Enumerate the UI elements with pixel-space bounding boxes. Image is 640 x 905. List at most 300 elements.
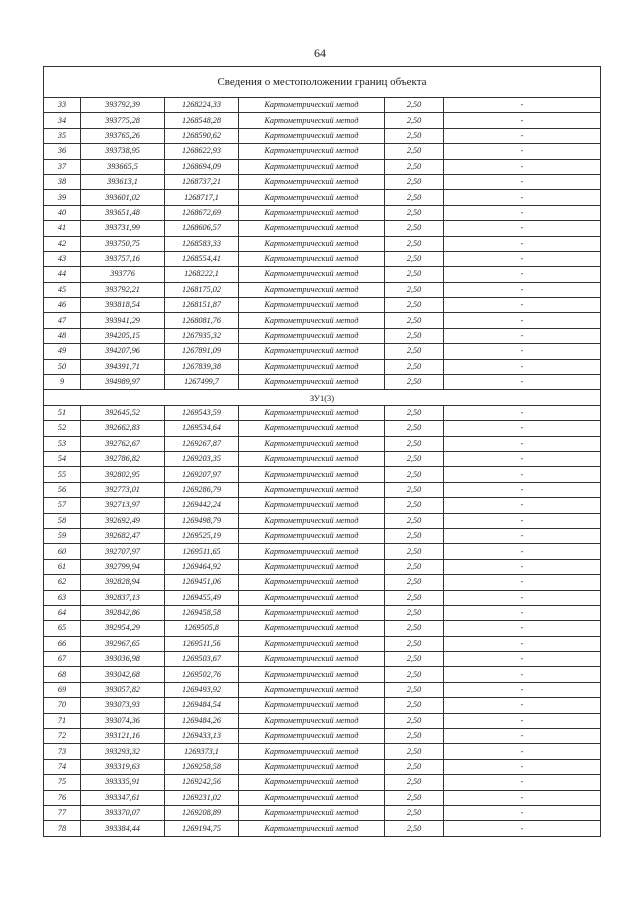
- coord-x-cell: 393792,21: [81, 282, 165, 297]
- point-number-cell: 51: [44, 405, 81, 420]
- table-row: [44, 713, 601, 728]
- coord-x-cell: 393057,82: [81, 682, 165, 697]
- table-row: [44, 282, 601, 297]
- table-row: [44, 313, 601, 328]
- method-cell: Картометрический метод: [239, 375, 385, 390]
- coord-y-cell: 1269242,56: [165, 775, 239, 790]
- point-number-cell: 43: [44, 251, 81, 266]
- coord-x-cell: 393731,99: [81, 221, 165, 236]
- coord-y-cell: 1269373,1: [165, 744, 239, 759]
- coord-y-cell: 1269484,54: [165, 698, 239, 713]
- table-row: [44, 805, 601, 820]
- coord-y-cell: 1268081,76: [165, 313, 239, 328]
- accuracy-cell: 2,50: [385, 729, 444, 744]
- description-cell: -: [444, 498, 601, 513]
- section-label: ЗУ1(3): [44, 390, 601, 405]
- accuracy-cell: 2,50: [385, 590, 444, 605]
- accuracy-cell: 2,50: [385, 759, 444, 774]
- coord-x-cell: 392713,97: [81, 498, 165, 513]
- point-number-cell: 69: [44, 682, 81, 697]
- description-cell: -: [444, 528, 601, 543]
- table-row: [44, 698, 601, 713]
- description-cell: -: [444, 652, 601, 667]
- point-number-cell: 72: [44, 729, 81, 744]
- coord-x-cell: 392707,97: [81, 544, 165, 559]
- description-cell: -: [444, 251, 601, 266]
- description-cell: -: [444, 421, 601, 436]
- description-cell: -: [444, 174, 601, 189]
- coord-y-cell: 1267935,32: [165, 328, 239, 343]
- point-number-cell: 50: [44, 359, 81, 374]
- coord-y-cell: 1269498,79: [165, 513, 239, 528]
- description-cell: -: [444, 98, 601, 113]
- accuracy-cell: 2,50: [385, 328, 444, 343]
- coord-x-cell: 392828,94: [81, 575, 165, 590]
- point-number-cell: 37: [44, 159, 81, 174]
- accuracy-cell: 2,50: [385, 113, 444, 128]
- point-number-cell: 36: [44, 144, 81, 159]
- coord-y-cell: 1269442,24: [165, 498, 239, 513]
- accuracy-cell: 2,50: [385, 559, 444, 574]
- point-number-cell: 68: [44, 667, 81, 682]
- table-row: [44, 544, 601, 559]
- method-cell: Картометрический метод: [239, 559, 385, 574]
- table-row: [44, 575, 601, 590]
- description-cell: -: [444, 713, 601, 728]
- coord-x-cell: 393775,28: [81, 113, 165, 128]
- coord-x-cell: 393665,5: [81, 159, 165, 174]
- description-cell: -: [444, 698, 601, 713]
- method-cell: Картометрический метод: [239, 451, 385, 466]
- coord-y-cell: 1268224,33: [165, 98, 239, 113]
- description-cell: -: [444, 267, 601, 282]
- coord-x-cell: 393738,95: [81, 144, 165, 159]
- table-row: [44, 436, 601, 451]
- coord-y-cell: 1267839,38: [165, 359, 239, 374]
- coord-x-cell: 393765,26: [81, 128, 165, 143]
- coord-y-cell: 1269208,89: [165, 805, 239, 820]
- coord-x-cell: 393941,29: [81, 313, 165, 328]
- coord-y-cell: 1269194,75: [165, 821, 239, 836]
- coord-x-cell: 393073,93: [81, 698, 165, 713]
- point-number-cell: 78: [44, 821, 81, 836]
- description-cell: -: [444, 344, 601, 359]
- accuracy-cell: 2,50: [385, 467, 444, 482]
- point-number-cell: 70: [44, 698, 81, 713]
- method-cell: Картометрический метод: [239, 698, 385, 713]
- point-number-cell: 55: [44, 467, 81, 482]
- table-row: [44, 667, 601, 682]
- accuracy-cell: 2,50: [385, 821, 444, 836]
- accuracy-cell: 2,50: [385, 313, 444, 328]
- table-row: [44, 190, 601, 205]
- method-cell: Картометрический метод: [239, 359, 385, 374]
- description-cell: -: [444, 205, 601, 220]
- table-row: [44, 636, 601, 651]
- point-number-cell: 39: [44, 190, 81, 205]
- method-cell: Картометрический метод: [239, 159, 385, 174]
- accuracy-cell: 2,50: [385, 790, 444, 805]
- coord-y-cell: 1269458,58: [165, 605, 239, 620]
- point-number-cell: 41: [44, 221, 81, 236]
- description-cell: -: [444, 729, 601, 744]
- method-cell: Картометрический метод: [239, 128, 385, 143]
- method-cell: Картометрический метод: [239, 144, 385, 159]
- coord-y-cell: 1268590,62: [165, 128, 239, 143]
- description-cell: -: [444, 359, 601, 374]
- accuracy-cell: 2,50: [385, 544, 444, 559]
- coord-y-cell: 1269455,49: [165, 590, 239, 605]
- description-cell: -: [444, 590, 601, 605]
- description-cell: -: [444, 113, 601, 128]
- method-cell: Картометрический метод: [239, 544, 385, 559]
- point-number-cell: 60: [44, 544, 81, 559]
- coord-y-cell: 1269231,02: [165, 790, 239, 805]
- description-cell: -: [444, 775, 601, 790]
- accuracy-cell: 2,50: [385, 405, 444, 420]
- coord-y-cell: 1268583,33: [165, 236, 239, 251]
- coord-x-cell: 393601,02: [81, 190, 165, 205]
- coord-x-cell: 393074,36: [81, 713, 165, 728]
- method-cell: Картометрический метод: [239, 282, 385, 297]
- coord-y-cell: 1268175,02: [165, 282, 239, 297]
- boundary-coordinates-table: [43, 66, 601, 837]
- coord-y-cell: 1268694,09: [165, 159, 239, 174]
- table-row: [44, 174, 601, 189]
- description-cell: -: [444, 221, 601, 236]
- table-row: [44, 344, 601, 359]
- coord-y-cell: 1268222,1: [165, 267, 239, 282]
- point-number-cell: 71: [44, 713, 81, 728]
- table-row: [44, 744, 601, 759]
- accuracy-cell: 2,50: [385, 375, 444, 390]
- table-row: [44, 236, 601, 251]
- description-cell: -: [444, 451, 601, 466]
- point-number-cell: 46: [44, 298, 81, 313]
- method-cell: Картометрический метод: [239, 190, 385, 205]
- table-row: [44, 375, 601, 390]
- coord-y-cell: 1268737,21: [165, 174, 239, 189]
- method-cell: Картометрический метод: [239, 821, 385, 836]
- table-row: [44, 790, 601, 805]
- description-cell: -: [444, 482, 601, 497]
- description-cell: -: [444, 298, 601, 313]
- table-row: [44, 528, 601, 543]
- point-number-cell: 59: [44, 528, 81, 543]
- method-cell: Картометрический метод: [239, 528, 385, 543]
- coord-y-cell: 1269464,92: [165, 559, 239, 574]
- point-number-cell: 47: [44, 313, 81, 328]
- table-row: [44, 775, 601, 790]
- coord-x-cell: 392682,47: [81, 528, 165, 543]
- method-cell: Картометрический метод: [239, 344, 385, 359]
- coord-y-cell: 1269493,92: [165, 682, 239, 697]
- coord-y-cell: 1269525,19: [165, 528, 239, 543]
- method-cell: Картометрический метод: [239, 575, 385, 590]
- accuracy-cell: 2,50: [385, 482, 444, 497]
- coord-y-cell: 1269286,79: [165, 482, 239, 497]
- method-cell: Картометрический метод: [239, 652, 385, 667]
- point-number-cell: 67: [44, 652, 81, 667]
- accuracy-cell: 2,50: [385, 98, 444, 113]
- coord-y-cell: 1269543,59: [165, 405, 239, 420]
- description-cell: -: [444, 805, 601, 820]
- table-row: [44, 482, 601, 497]
- coord-x-cell: 394391,71: [81, 359, 165, 374]
- method-cell: Картометрический метод: [239, 636, 385, 651]
- accuracy-cell: 2,50: [385, 451, 444, 466]
- accuracy-cell: 2,50: [385, 621, 444, 636]
- table-row: [44, 205, 601, 220]
- table-row: [44, 328, 601, 343]
- accuracy-cell: 2,50: [385, 128, 444, 143]
- accuracy-cell: 2,50: [385, 221, 444, 236]
- accuracy-cell: 2,50: [385, 421, 444, 436]
- table-title: Сведения о местоположении границ объекта: [44, 67, 601, 98]
- accuracy-cell: 2,50: [385, 667, 444, 682]
- table-row: [44, 559, 601, 574]
- accuracy-cell: 2,50: [385, 298, 444, 313]
- method-cell: Картометрический метод: [239, 174, 385, 189]
- coord-y-cell: 1269207,97: [165, 467, 239, 482]
- point-number-cell: 42: [44, 236, 81, 251]
- method-cell: Картометрический метод: [239, 590, 385, 605]
- point-number-cell: 52: [44, 421, 81, 436]
- point-number-cell: 49: [44, 344, 81, 359]
- point-number-cell: 40: [44, 205, 81, 220]
- coord-y-cell: 1269203,35: [165, 451, 239, 466]
- description-cell: -: [444, 636, 601, 651]
- coord-y-cell: 1268554,41: [165, 251, 239, 266]
- table-row: [44, 113, 601, 128]
- accuracy-cell: 2,50: [385, 267, 444, 282]
- accuracy-cell: 2,50: [385, 174, 444, 189]
- description-cell: -: [444, 559, 601, 574]
- method-cell: Картометрический метод: [239, 790, 385, 805]
- accuracy-cell: 2,50: [385, 698, 444, 713]
- coord-x-cell: 393036,98: [81, 652, 165, 667]
- table-row: [44, 159, 601, 174]
- accuracy-cell: 2,50: [385, 205, 444, 220]
- description-cell: -: [444, 621, 601, 636]
- coord-x-cell: 392967,65: [81, 636, 165, 651]
- coord-y-cell: 1268548,28: [165, 113, 239, 128]
- description-cell: -: [444, 821, 601, 836]
- table-row: [44, 298, 601, 313]
- table-row: [44, 359, 601, 374]
- point-number-cell: 53: [44, 436, 81, 451]
- point-number-cell: 74: [44, 759, 81, 774]
- point-number-cell: 61: [44, 559, 81, 574]
- point-number-cell: 77: [44, 805, 81, 820]
- coord-y-cell: 1269534,64: [165, 421, 239, 436]
- method-cell: Картометрический метод: [239, 605, 385, 620]
- coord-x-cell: 393384,44: [81, 821, 165, 836]
- point-number-cell: 63: [44, 590, 81, 605]
- method-cell: Картометрический метод: [239, 498, 385, 513]
- coord-x-cell: 393370,07: [81, 805, 165, 820]
- coord-x-cell: 393319,63: [81, 759, 165, 774]
- accuracy-cell: 2,50: [385, 144, 444, 159]
- coord-x-cell: 393792,39: [81, 98, 165, 113]
- coord-x-cell: 393121,16: [81, 729, 165, 744]
- coord-x-cell: 392773,01: [81, 482, 165, 497]
- description-cell: -: [444, 436, 601, 451]
- coord-x-cell: 394205,15: [81, 328, 165, 343]
- table-row: [44, 267, 601, 282]
- table-row: [44, 467, 601, 482]
- method-cell: Картометрический метод: [239, 482, 385, 497]
- method-cell: Картометрический метод: [239, 236, 385, 251]
- accuracy-cell: 2,50: [385, 805, 444, 820]
- coord-x-cell: 394207,96: [81, 344, 165, 359]
- description-cell: -: [444, 405, 601, 420]
- point-number-cell: 45: [44, 282, 81, 297]
- point-number-cell: 75: [44, 775, 81, 790]
- table-row: [44, 98, 601, 113]
- method-cell: Картометрический метод: [239, 298, 385, 313]
- method-cell: Картометрический метод: [239, 267, 385, 282]
- method-cell: Картометрический метод: [239, 328, 385, 343]
- section-row: [44, 390, 601, 405]
- table-row: [44, 221, 601, 236]
- point-number-cell: 54: [44, 451, 81, 466]
- description-cell: -: [444, 190, 601, 205]
- coord-y-cell: 1269433,13: [165, 729, 239, 744]
- point-number-cell: 9: [44, 375, 81, 390]
- method-cell: Картометрический метод: [239, 313, 385, 328]
- coord-y-cell: 1268622,93: [165, 144, 239, 159]
- coord-y-cell: 1267499,7: [165, 375, 239, 390]
- description-cell: -: [444, 759, 601, 774]
- coord-x-cell: 392786,82: [81, 451, 165, 466]
- point-number-cell: 34: [44, 113, 81, 128]
- table-row: [44, 590, 601, 605]
- point-number-cell: 62: [44, 575, 81, 590]
- coord-y-cell: 1269503,67: [165, 652, 239, 667]
- coord-y-cell: 1269258,58: [165, 759, 239, 774]
- coord-x-cell: 392799,94: [81, 559, 165, 574]
- description-cell: -: [444, 605, 601, 620]
- method-cell: Картометрический метод: [239, 805, 385, 820]
- coord-x-cell: 392842,86: [81, 605, 165, 620]
- coord-y-cell: 1267891,09: [165, 344, 239, 359]
- method-cell: Картометрический метод: [239, 113, 385, 128]
- method-cell: Картометрический метод: [239, 221, 385, 236]
- coord-x-cell: 393613,1: [81, 174, 165, 189]
- coord-x-cell: 393776: [81, 267, 165, 282]
- point-number-cell: 65: [44, 621, 81, 636]
- accuracy-cell: 2,50: [385, 682, 444, 697]
- accuracy-cell: 2,50: [385, 605, 444, 620]
- description-cell: -: [444, 282, 601, 297]
- description-cell: -: [444, 313, 601, 328]
- table-row: [44, 621, 601, 636]
- table-row: [44, 513, 601, 528]
- method-cell: Картометрический метод: [239, 205, 385, 220]
- coord-y-cell: 1268606,57: [165, 221, 239, 236]
- method-cell: Картометрический метод: [239, 713, 385, 728]
- table-row: [44, 652, 601, 667]
- coord-x-cell: 392692,49: [81, 513, 165, 528]
- coord-x-cell: 392837,13: [81, 590, 165, 605]
- accuracy-cell: 2,50: [385, 636, 444, 651]
- accuracy-cell: 2,50: [385, 498, 444, 513]
- table-row: [44, 682, 601, 697]
- coord-x-cell: 393757,16: [81, 251, 165, 266]
- coord-y-cell: 1269484,26: [165, 713, 239, 728]
- method-cell: Картометрический метод: [239, 513, 385, 528]
- description-cell: -: [444, 128, 601, 143]
- accuracy-cell: 2,50: [385, 652, 444, 667]
- point-number-cell: 44: [44, 267, 81, 282]
- accuracy-cell: 2,50: [385, 344, 444, 359]
- table-row: [44, 821, 601, 836]
- table-title-row: [44, 67, 601, 98]
- coord-x-cell: 392662,83: [81, 421, 165, 436]
- point-number-cell: 58: [44, 513, 81, 528]
- description-cell: -: [444, 144, 601, 159]
- description-cell: -: [444, 544, 601, 559]
- point-number-cell: 73: [44, 744, 81, 759]
- method-cell: Картометрический метод: [239, 744, 385, 759]
- table-row: [44, 128, 601, 143]
- method-cell: Картометрический метод: [239, 98, 385, 113]
- coord-x-cell: 392645,52: [81, 405, 165, 420]
- coord-y-cell: 1268717,1: [165, 190, 239, 205]
- description-cell: -: [444, 790, 601, 805]
- coord-x-cell: 393042,68: [81, 667, 165, 682]
- point-number-cell: 48: [44, 328, 81, 343]
- point-number-cell: 33: [44, 98, 81, 113]
- accuracy-cell: 2,50: [385, 190, 444, 205]
- table-row: [44, 144, 601, 159]
- coord-y-cell: 1268672,69: [165, 205, 239, 220]
- method-cell: Картометрический метод: [239, 436, 385, 451]
- point-number-cell: 76: [44, 790, 81, 805]
- accuracy-cell: 2,50: [385, 436, 444, 451]
- table-row: [44, 729, 601, 744]
- accuracy-cell: 2,50: [385, 775, 444, 790]
- coord-x-cell: 394989,97: [81, 375, 165, 390]
- description-cell: -: [444, 467, 601, 482]
- coord-x-cell: 393651,48: [81, 205, 165, 220]
- coord-x-cell: 393293,32: [81, 744, 165, 759]
- accuracy-cell: 2,50: [385, 159, 444, 174]
- coord-x-cell: 393335,91: [81, 775, 165, 790]
- method-cell: Картометрический метод: [239, 621, 385, 636]
- table-row: [44, 251, 601, 266]
- description-cell: -: [444, 575, 601, 590]
- coord-y-cell: 1269511,65: [165, 544, 239, 559]
- accuracy-cell: 2,50: [385, 528, 444, 543]
- accuracy-cell: 2,50: [385, 513, 444, 528]
- point-number-cell: 66: [44, 636, 81, 651]
- table-row: [44, 605, 601, 620]
- description-cell: -: [444, 236, 601, 251]
- coord-x-cell: 393750,75: [81, 236, 165, 251]
- accuracy-cell: 2,50: [385, 251, 444, 266]
- point-number-cell: 38: [44, 174, 81, 189]
- description-cell: -: [444, 744, 601, 759]
- method-cell: Картометрический метод: [239, 467, 385, 482]
- coord-x-cell: 392762,67: [81, 436, 165, 451]
- coord-y-cell: 1269502,76: [165, 667, 239, 682]
- point-number-cell: 35: [44, 128, 81, 143]
- coord-y-cell: 1268151,87: [165, 298, 239, 313]
- method-cell: Картометрический метод: [239, 667, 385, 682]
- method-cell: Картометрический метод: [239, 421, 385, 436]
